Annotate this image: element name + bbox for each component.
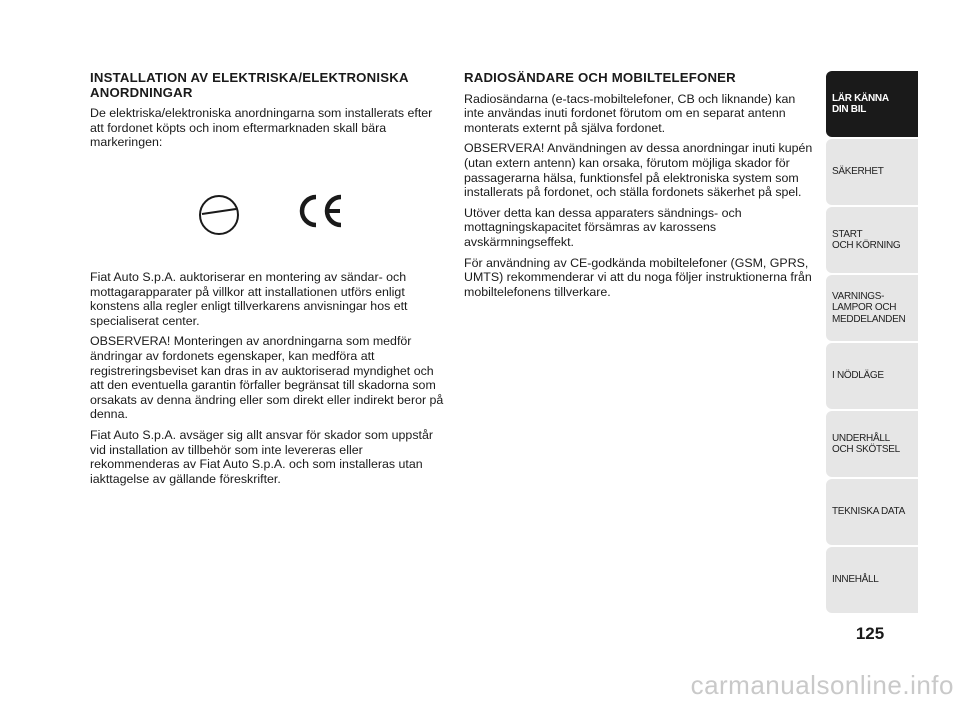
left-paragraph-4: Fiat Auto S.p.A. avsäger sig allt ansvar för skador som uppstår vid installation av tillbehör som inte levereras eller rekommenderas av Fiat Auto S.p.A. och som installeras utan iakttagelse av gällande föreskrifter.: [90, 427, 433, 486]
left-paragraph-1: De elektriska/elektroniska anordningarna som installerats efter att fordonet köpts och inom eftermarknaden skall bära markeringen:: [90, 106, 433, 150]
tab-tekniska-data[interactable]: TEKNISKA DATA: [826, 479, 918, 545]
tab-varningslampor[interactable]: VARNINGS- LAMPOR OCH MEDDELANDEN: [826, 275, 918, 341]
left-column: [90, 71, 448, 492]
right-paragraph-2: OBSERVERA! Användningen av dessa anordningar inuti kupén (utan extern antenn) kan orsaka, förutom möjliga skador för passagerarna hälsa, funktionsfel på elektroniska system som installerats på fordonet, och ställa fordonets säkerhet på spel.: [464, 141, 813, 200]
right-paragraph-3: Utöver detta kan dessa apparaters sändnings- och mottagningskapacitet försämras av karossens avskärmningseffekt.: [464, 205, 742, 249]
left-paragraph-3: OBSERVERA! Monteringen av anordningarna som medför ändringar av fordonets egenskaper, kan medföra att registreringsbeviset kan dras in av auktoriserad myndighet och att den eventuella garantin förfaller begränsat till skadorna som orsakats av denna ändring eller som direkt eller indirekt beror på denna.: [90, 334, 444, 422]
tab-lar-kanna-din-bil[interactable]: LÄR KÄNNA DIN BIL: [826, 71, 918, 137]
chapter-tabs: [826, 71, 918, 615]
tab-i-nodlage[interactable]: I NÖDLÄGE: [826, 343, 918, 409]
e-mark-icon: [197, 193, 241, 237]
tab-sakerhet[interactable]: SÄKERHET: [826, 139, 918, 205]
tab-innehall[interactable]: INNEHÅLL: [826, 547, 918, 613]
right-paragraph-4: För användning av CE-godkända mobiltelefoner (GSM, GPRS, UMTS) rekommenderar vi att du noga följer instruktionerna från mobiltelefonens tillverkare.: [464, 255, 812, 299]
watermark: carmanualsonline.info: [690, 670, 954, 700]
right-paragraph-1: Radiosändarna (e-tacs-mobiltelefoner, CB och liknande) kan inte användas inuti fordonet förutom om en separat antenn monterats externt på själva fordonet.: [464, 91, 796, 135]
approval-marks: [90, 188, 448, 250]
tab-underhall[interactable]: UNDERHÅLL OCH SKÖTSEL: [826, 411, 918, 477]
page-number: 125: [855, 624, 885, 643]
ce-mark-icon: [297, 193, 345, 229]
right-heading: RADIOSÄNDARE OCH MOBILTELEFONER: [464, 70, 736, 85]
right-column: [464, 71, 814, 305]
left-paragraph-2: Fiat Auto S.p.A. auktoriserar en montering av sändar- och mottagarapparater på villkor att installationen utförs enligt konstens alla regler enligt tillverkarens anvisningar hos ett specialiserat center.: [90, 269, 408, 328]
left-heading: INSTALLATION AV ELEKTRISKA/ELEKTRONISKA ANORDNINGAR: [90, 70, 409, 100]
tab-start-och-korning[interactable]: START OCH KÖRNING: [826, 207, 918, 273]
